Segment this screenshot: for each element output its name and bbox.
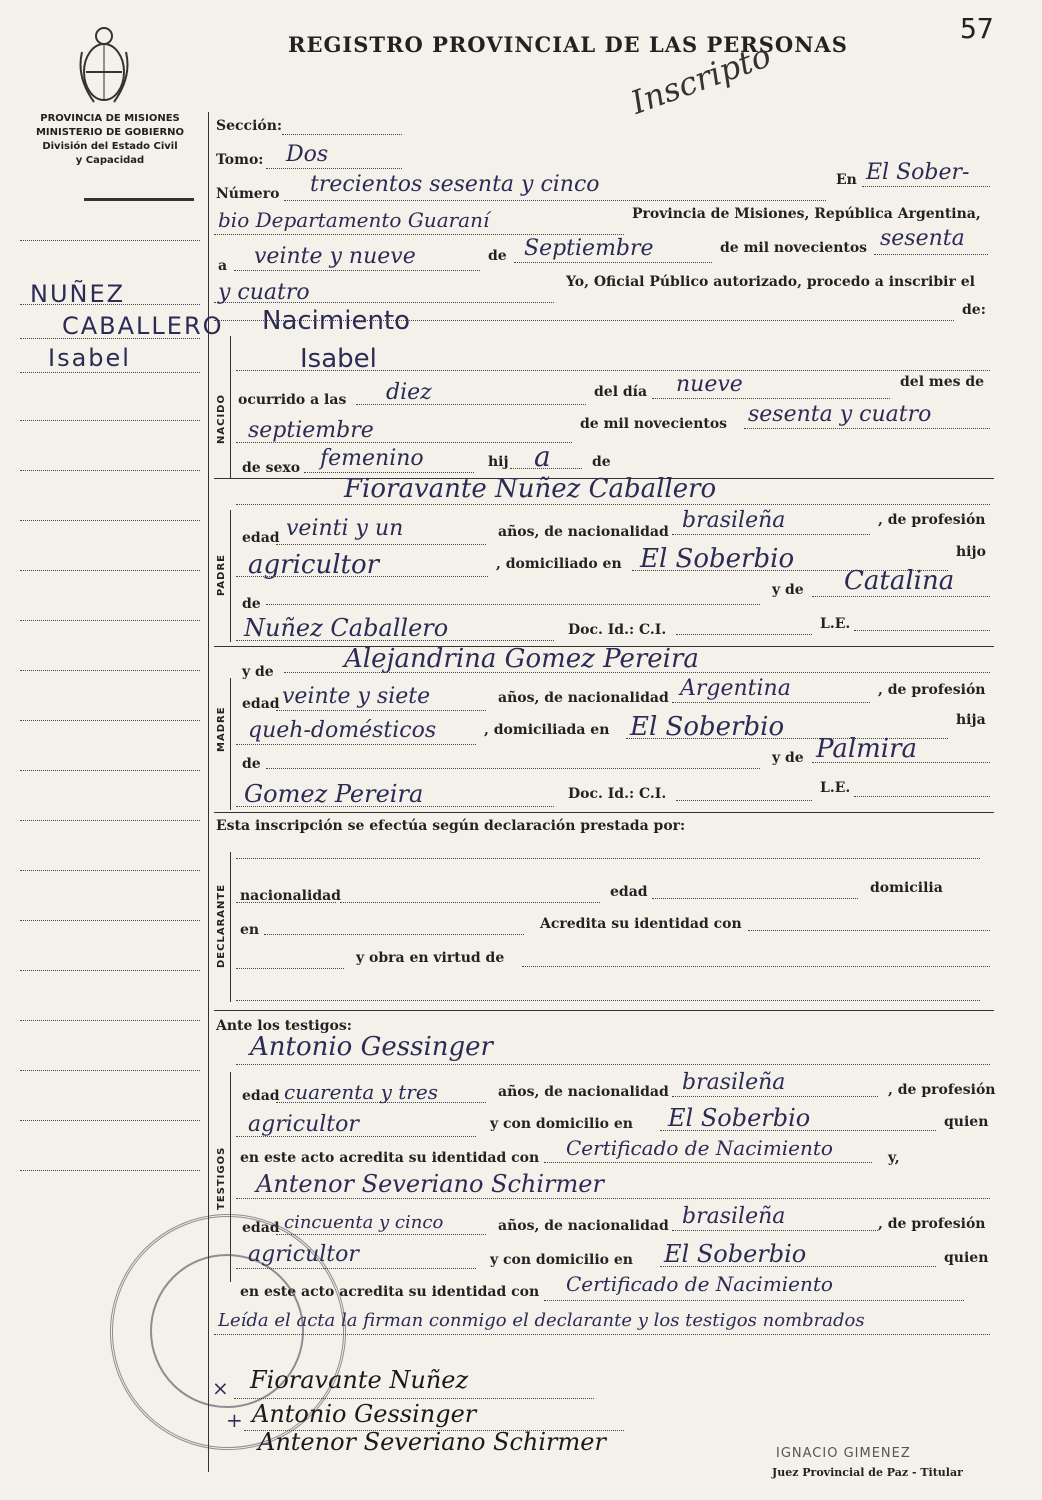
hij-suffix-value: a [534,440,551,473]
signature-2: Antonio Gessinger [252,1400,477,1428]
madre-prof-value: queh-domésticos [248,718,437,743]
padre-dom-value: El Soberbio [640,544,795,574]
surname-1: NUÑEZ [30,280,126,308]
mil-novecientos-2-label: de mil novecientos [580,416,728,432]
issuer-line-2: MINISTERIO DE GOBIERNO [35,127,185,138]
a-label: a [218,258,228,274]
provincia-label: Provincia de Misiones, República Argentina, [632,206,981,222]
de-4-label: de [242,756,261,772]
mil-novecientos-label: de mil novecientos [720,240,868,256]
oficial-label: Yo, Oficial Público autorizado, procedo a inscribir el [566,274,975,290]
dia-nac-value: nueve [676,372,743,397]
de-2-label: de [592,454,611,470]
anos-nac-3-label: años, de nacionalidad [498,1084,669,1100]
edad-2-label: edad [242,696,280,712]
de-3-label: de [242,596,261,612]
issuer-line-4: y Capacidad [75,155,145,166]
t2-dom-value: El Soberbio [664,1240,807,1268]
closing-text: Leída el acta la firman conmigo el declarante y los testigos nombrados [218,1310,865,1331]
y-comma-label: y, [888,1150,900,1166]
quien-2-label: quien [944,1250,989,1266]
t1-edad-value: cuarenta y tres [284,1080,438,1104]
lugar-value-2: bio Departamento Guaraní [218,208,490,232]
surname-2: CABALLERO [62,312,224,340]
hijo-label: hijo [956,544,986,560]
profesion-3-label: , de profesión [888,1082,996,1098]
domiciliada-label: , domiciliada en [484,722,610,738]
con-domicilio-label: y con domicilio en [490,1116,633,1132]
acredita-label: Acredita su identidad con [540,916,742,932]
section-declarante: DECLARANTE [216,883,227,968]
signature-mark-1: × [212,1376,229,1400]
y-de-2-label: y de [242,664,274,680]
tomo-label: Tomo: [216,152,264,168]
issuer-line-1: PROVINCIA DE MISIONES [40,113,180,124]
anos-nac-4-label: años, de nacionalidad [498,1218,669,1234]
coat-of-arms-icon [74,22,134,108]
doc-2-label: Doc. Id.: C.I. [568,786,667,802]
seccion-label: Sección: [216,118,283,134]
dia-value: veinte y nueve [254,244,416,269]
padre-nac-value: brasileña [682,508,786,533]
anos-nac-label: años, de nacionalidad [498,524,669,540]
acto-value: Nacimiento [262,306,411,336]
t1-nac-value: brasileña [682,1070,786,1095]
sexo-value: femenino [320,446,424,471]
first-name: Isabel [48,344,131,372]
testigos-label: Ante los testigos: [216,1018,352,1034]
testigo1-value: Antonio Gessinger [250,1032,493,1062]
signature-1: Fioravante Nuñez [250,1366,469,1394]
edad-4-label: edad [242,1088,280,1104]
section-madre: MADRE [216,706,227,752]
de-label: de [488,248,507,264]
anio-value-2: y cuatro [218,280,310,305]
t2-edad-value: cincuenta y cinco [284,1212,444,1233]
t2-doc-value: Certificado de Nacimiento [566,1272,833,1296]
issuer-line-3: División del Estado Civil [42,141,178,152]
y-de-3-label: y de [772,750,804,766]
doc-label: Doc. Id.: C.I. [568,622,667,638]
domiciliado-label: , domiciliado en [496,556,622,572]
t2-nac-value: brasileña [682,1204,786,1229]
edad-label: edad [242,530,280,546]
acredita-3-label: en este acto acredita su identidad con [240,1284,540,1300]
le-2-label: L.E. [820,780,851,796]
t1-doc-value: Certificado de Nacimiento [566,1136,833,1160]
page-title: REGISTRO PROVINCIAL DE LAS PERSONAS [288,32,848,57]
quien-label: quien [944,1114,989,1130]
hija-label: hija [956,712,986,728]
madre-nac-value: Argentina [680,676,791,701]
hora-value: diez [386,380,432,405]
section-nacido: NACIDO [216,394,227,444]
judge-name: IGNACIO GIMENEZ [776,1446,911,1461]
en-2-label: en [240,922,260,938]
madre-dom-value: El Soberbio [630,712,785,742]
page-number: 57 [960,12,994,45]
t2-prof-value: agricultor [248,1242,359,1267]
le-label: L.E. [820,616,851,632]
profesion-2-label: , de profesión [878,682,986,698]
y-de-label: y de [772,582,804,598]
judge-title: Juez Provincial de Paz - Titular [772,1466,963,1479]
con-domicilio-2-label: y con domicilio en [490,1252,633,1268]
hij-label: hij [488,454,509,470]
issuer-block [12,112,208,168]
edad-3-label: edad [610,884,648,900]
numero-value: trecientos sesenta y cinco [310,172,600,197]
nombre-value: Isabel [300,344,377,374]
tomo-value: Dos [286,142,329,167]
numero-label: Número [216,186,280,202]
abuela-m1-value: Palmira [816,734,918,764]
abuela-m2-value: Gomez Pereira [244,780,424,808]
signature-3: Antenor Severiano Schirmer [258,1428,606,1456]
anos-nac-2-label: años, de nacionalidad [498,690,669,706]
nacionalidad-label: nacionalidad [240,888,341,904]
acredita-2-label: en este acto acredita su identidad con [240,1150,540,1166]
testigo2-value: Antenor Severiano Schirmer [256,1170,604,1198]
anio-value-1: sesenta [880,226,965,251]
domicilia-label: domicilia [870,880,943,896]
signature-mark-2: + [226,1408,243,1432]
profesion-label: , de profesión [878,512,986,528]
profesion-4-label: , de profesión [878,1216,986,1232]
en-label: En [836,172,857,188]
abuela-p2-value: Nuñez Caballero [244,614,449,642]
madre-edad-value: veinte y siete [282,684,431,709]
padre-prof-value: agricultor [248,550,380,580]
padre-edad-value: veinti y un [286,516,404,541]
inscripcion-label: Esta inscripción se efectúa según declaración prestada por: [216,818,686,834]
de-colon-label: de: [962,302,986,318]
mes-value: Septiembre [524,236,654,261]
t1-prof-value: agricultor [248,1112,359,1137]
lugar-value-1: El Sober- [866,160,970,185]
sexo-label: de sexo [242,460,301,476]
ocurrido-label: ocurrido a las [238,392,347,408]
anio-nac-value: sesenta y cuatro [748,402,932,427]
madre-value: Alejandrina Gomez Pereira [344,644,699,674]
edad-5-label: edad [242,1220,280,1236]
abuela-p1-value: Catalina [844,566,955,596]
obra-label: y obra en virtud de [356,950,505,966]
del-dia-label: del día [594,384,648,400]
inscripto-stamp: Inscripto [625,36,776,122]
del-mes-label: del mes de [900,374,985,390]
padre-value: Fioravante Nuñez Caballero [344,474,717,504]
t1-dom-value: El Soberbio [668,1104,811,1132]
mes-nac-value: septiembre [248,418,374,443]
section-testigos: TESTIGOS [216,1146,227,1210]
section-padre: PADRE [216,554,227,596]
